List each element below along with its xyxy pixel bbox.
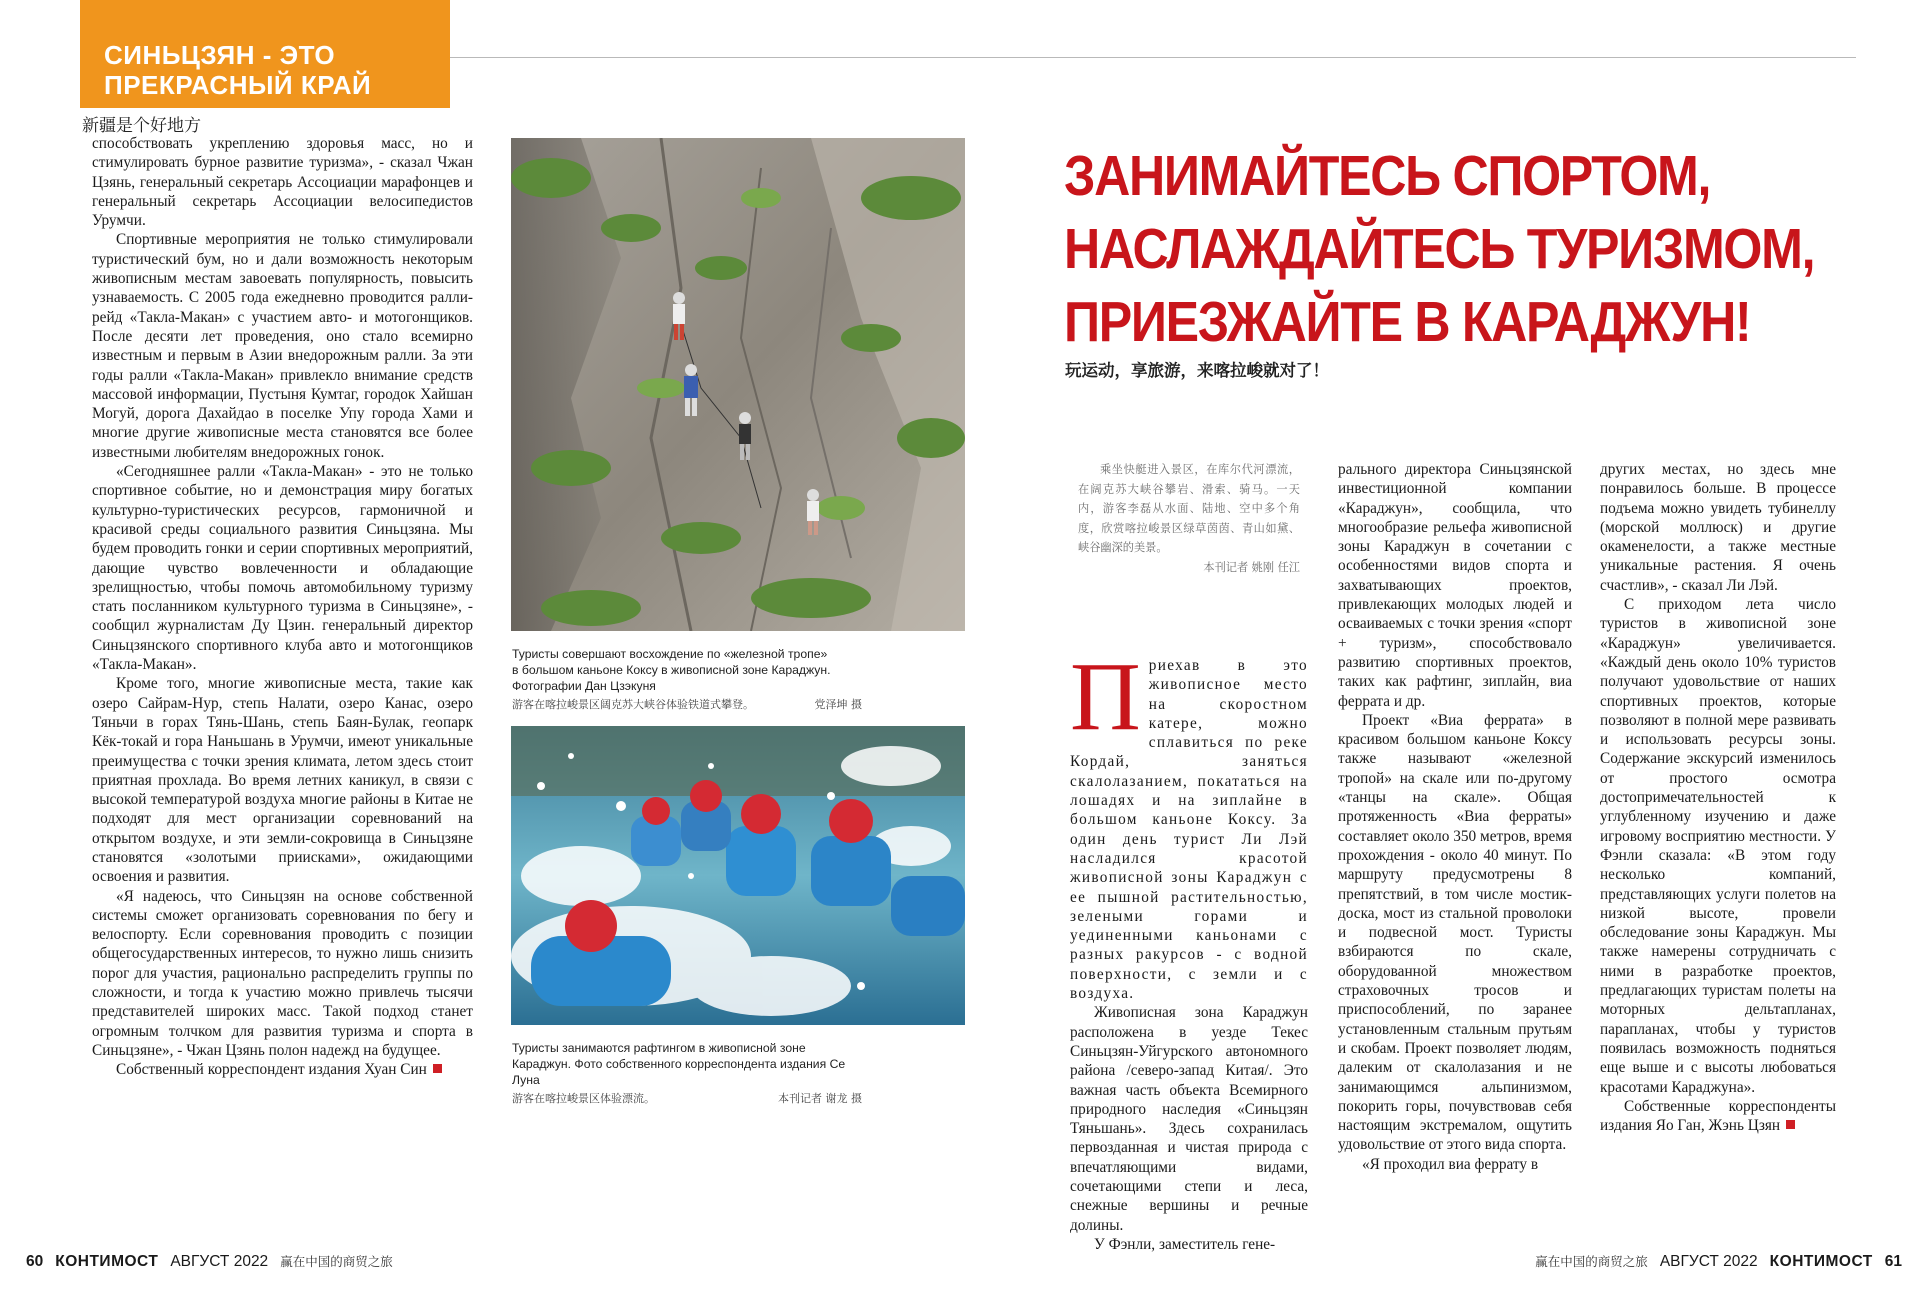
headline-line: ЗАНИМАЙТЕСЬ СПОРТОМ, bbox=[1064, 144, 1711, 208]
slogan-cn: 赢在中国的商贸之旅 bbox=[280, 1254, 393, 1269]
caption-cn: 游客在喀拉峻景区阔克苏大峡谷体验铁道式攀登。 bbox=[512, 698, 754, 711]
paragraph: Проект «Виа феррата» в красивом большом каньоне Коксу также называют «железной тропой» на скале или по-другому «танцы на скале». Общая протяженность «Виа ферраты» составляет около 350 метров, время прохождения - около 40 минут. По маршруту предусмотрены 8 препятствий, в том числе мостик-доска, мост из стальной проволоки и подвесной мост. Туристы взбираются по скале, оборудованной множеством страховочных тросов и приспособлений, по заранее установленным стальным прутьям и скобам. Проект позволяет людям, далеким от скалолазания и не занимающимся альпинизмом, покорить горы, почувствовав себя настоящим экстремалом, ощутить удовольствие от этого вида спорта. bbox=[1338, 711, 1572, 1154]
end-mark-icon bbox=[1786, 1120, 1795, 1129]
byline-paragraph bbox=[92, 1060, 473, 1079]
paragraph: рального директора Синьцзянской инвестиционной компании «Караджун», сообщила, что многообразие рельефа живописной зоны Караджун в сочетании с особенностями видов спорта и захватывающих проектов, привлекающих молодых людей и осваиваемых с точки зрения «спорт + туризм», способствовало развитию спортивных проектов, таких как рафтинг, зиплайн, виа феррата и др. bbox=[1338, 461, 1572, 710]
right-article-column-2 bbox=[1338, 460, 1572, 1174]
photo-credit-cn: 本刊记者 谢龙 摄 bbox=[778, 1092, 862, 1105]
issue-date: АВГУСТ 2022 bbox=[170, 1253, 269, 1270]
caption-line: Луна bbox=[512, 1073, 540, 1087]
chinese-intro-text: 乘坐快艇进入景区，在库尔代河漂流，在阔克苏大峡谷攀岩、滑索、骑马。一天内，游客李磊从水面、陆地、空中多个角度，欣赏喀拉峻景区绿草茵茵、青山如黛、峡谷幽深的美景。 bbox=[1078, 463, 1300, 554]
caption-cn-row bbox=[512, 1091, 962, 1107]
paragraph: способствовать укреплению здоровья масс, но и стимулировать бурное развитие туризма», - сказал Чжан Цзянь, генеральный секретарь Ассоциации марафонцев и генеральный секретарь Ассоциации велосипедистов Урумчи. bbox=[92, 135, 473, 230]
caption-line: Фотографии Дан Цзэкуня bbox=[512, 679, 656, 693]
section-subtitle-cn: 新疆是个好地方 bbox=[82, 116, 201, 136]
paragraph: У Фэнли, заместитель гене- bbox=[1094, 1235, 1276, 1253]
photo-rafting bbox=[511, 726, 965, 1025]
paragraph: Спортивные мероприятия не только стимулировали туристический бум, но и дали возможность некоторым живописным местам завоевать популярность, повысить узнаваемость. С 2005 года ежедневно проводится ралли-рейд «Такла-Макан» с участием авто- и мотогонщиков. После десяти лет проведения, оно стало всемирно известным и первым в Азии внедорожным ралли. За эти годы ралли «Такла-Макан» привлекло внимание средств массовой информации, Пустыня Кумтаг, городок Хайшан Могуй, дорога Дахайдао в поселке Упу города Хами и многие другие живописные места становятся все более известными любителям внедорожных гонок. bbox=[92, 231, 473, 461]
headline-subtitle-cn: 玩运动，享旅游，来喀拉峻就对了！ bbox=[1065, 361, 1329, 380]
byline-paragraph bbox=[1600, 1097, 1836, 1136]
paragraph: «Я проходил виа феррату в bbox=[1362, 1155, 1539, 1173]
photo-caption-raft bbox=[512, 1040, 962, 1107]
lead-paragraph bbox=[1070, 643, 1308, 1003]
section-header-box bbox=[80, 0, 450, 108]
photo-caption-climb bbox=[512, 646, 962, 713]
paragraph: С приходом лета число туристов в живописной зоне «Караджун» увеличивается. «Каждый день около 10% туристов получают удовольствие от наших спортивных проектов, которые позволяют в полной мере развивать и использовать ресурсы зоны. Содержание экскурсий изменилось от простого осмотра достопримечательностей к углубленному изучению и даже игровому восприятию местности. У Фэнли сказала: «В этом году несколько компаний, представляющих услуги полетов на низкой высоте, провели обследование зоны Караджун. Мы также намерены сотрудничать с ними в разработке проектов, предлагающих туристам полеты на моторных дельтапланах, парапланах, чтобы у туристов появилась возможность подняться еще выше и с высоты любоваться красотами Караджуна». bbox=[1600, 596, 1836, 1096]
caption-line: Туристы занимаются рафтингом в живописной зоне bbox=[512, 1041, 806, 1055]
footer-right bbox=[1535, 1252, 1902, 1271]
drop-cap: П bbox=[1070, 643, 1141, 751]
paragraph: «Я надеюсь, что Синьцзян на основе собственной системы сможет организовать соревнования по бегу и велоспорту. Если соревнования проводить с позиции общегосударственных интересов, то нужно лишь снизить порог для участия, рационально распределить группы по сложности, и тогда к участию можно привлечь тысячи представителей широких масс. Такой подход станет огромным толчком для развития туризма и спорта в Синьцзяне», - Чжан Цзянь полон надежд на будущее. bbox=[92, 887, 473, 1059]
paragraph: Живописная зона Караджун расположена в уезде Текес Синьцзян-Уйгурского автономного района /северо-запад Китая/. Это важная часть объекта Всемирного природного наследия «Синьцзян Тяньшань». Здесь сохранилась первозданная и чистая природа с впечатляющими видами, сочетающими степи и леса, снежные вершины и речные долины. bbox=[1070, 1004, 1308, 1234]
end-mark-icon bbox=[433, 1064, 442, 1073]
right-article-column-1 bbox=[1070, 643, 1308, 1254]
byline: Собственные корреспонденты издания Яо Ган, Жэнь Цзян bbox=[1600, 1097, 1836, 1135]
chinese-intro bbox=[1078, 460, 1300, 577]
caption-cn-row bbox=[512, 697, 962, 713]
paragraph: Кроме того, многие живописные места, такие как озеро Сайрам-Нур, степь Налати, озеро Канас, озеро Тяньчи в горах Тянь-Шань, степь Баян-Булак, геопарк Кёк-токай и гора Наньшань в Урумчи, имеют уникальные преимущества с точки зрения климата, летом здесь стоит приятная прохлада. Во время летних каникул, в связи с высокой температурой воздуха многие районы в Китае не подходят для мест организации соревнований на открытом воздухе, и эти земли-сокровища в Синьцзяне становятся «золотыми приисками», ожидающими освоения и развития. bbox=[92, 675, 473, 886]
magazine-brand: КОНТИМОСТ bbox=[1769, 1253, 1873, 1270]
lead-text: риехав в это живописное место на скоростном катере, можно сплавиться по реке Кордай, заняться скалолазанием, покататься на лошадях и на зиплайне в большом каньоне Коксу. За один день турист Ли Лэй насладился красотой живописной зоны Караджун с ее пышной растительностью, зелеными горами и уединенными каньонами с разных ракурсов - с водной поверхности, с земли и с воздуха. bbox=[1070, 657, 1308, 1003]
headline-line: ПРИЕЗЖАЙТЕ В КАРАДЖУН! bbox=[1064, 290, 1751, 354]
section-title: СИНЬЦЗЯН - ЭТО ПРЕКРАСНЫЙ КРАЙ bbox=[104, 40, 372, 100]
magazine-brand: КОНТИМОСТ bbox=[55, 1253, 159, 1270]
caption-line: Туристы совершают восхождение по «железной тропе» bbox=[512, 647, 828, 661]
paragraph: других местах, но здесь мне понравилось больше. В процессе подъема можно увидеть тубинеллу (морской моллюск) и другие окаменелости, а также местные уникальные растения. Я очень счастлив», - сказал Ли Лэй. bbox=[1600, 461, 1836, 594]
paragraph: «Сегодняшнее ралли «Такла-Макан» - это не только спортивное событие, но и демонстрация миру богатых культурно-туристических ресурсов, гармоничной и красивой среды социального развития Синьцзяна. Мы будем проводить гонки и серии спортивных мероприятий, дающие чувство вовлеченности и обладающие зрелищностью, чтобы помочь автомобильному туризму стать посланником культурного туризма в Синьцзяне», - сообщил журналистам Ду Цзин. генеральный директор Синьцзянского спортивного клуба авто и мотогонщиков «Такла-Макан». bbox=[92, 463, 473, 674]
article-headline bbox=[1064, 140, 1815, 359]
footer-left bbox=[26, 1252, 393, 1271]
header-rule bbox=[450, 57, 1856, 58]
right-article-column-3 bbox=[1600, 460, 1836, 1135]
photo-credit-cn: 党泽坤 摄 bbox=[814, 698, 862, 711]
chinese-intro-byline: 本刊记者 姚刚 任江 bbox=[1203, 560, 1300, 574]
byline: Собственный корреспондент издания Хуан Син bbox=[116, 1061, 427, 1079]
caption-cn: 游客在喀拉峻景区体验漂流。 bbox=[512, 1092, 655, 1105]
headline-line: НАСЛАЖДАЙТЕСЬ ТУРИЗМОМ, bbox=[1064, 217, 1815, 281]
photo-via-ferrata bbox=[511, 138, 965, 631]
left-article-column bbox=[92, 134, 473, 1080]
page-number: 61 bbox=[1884, 1253, 1902, 1270]
caption-line: Караджун. Фото собственного корреспондента издания Се bbox=[512, 1057, 846, 1071]
issue-date: АВГУСТ 2022 bbox=[1659, 1253, 1758, 1270]
page-number: 60 bbox=[26, 1253, 44, 1270]
slogan-cn: 赢在中国的商贸之旅 bbox=[1535, 1254, 1648, 1269]
caption-line: в большом каньоне Коксу в живописной зоне Караджун. bbox=[512, 663, 831, 677]
